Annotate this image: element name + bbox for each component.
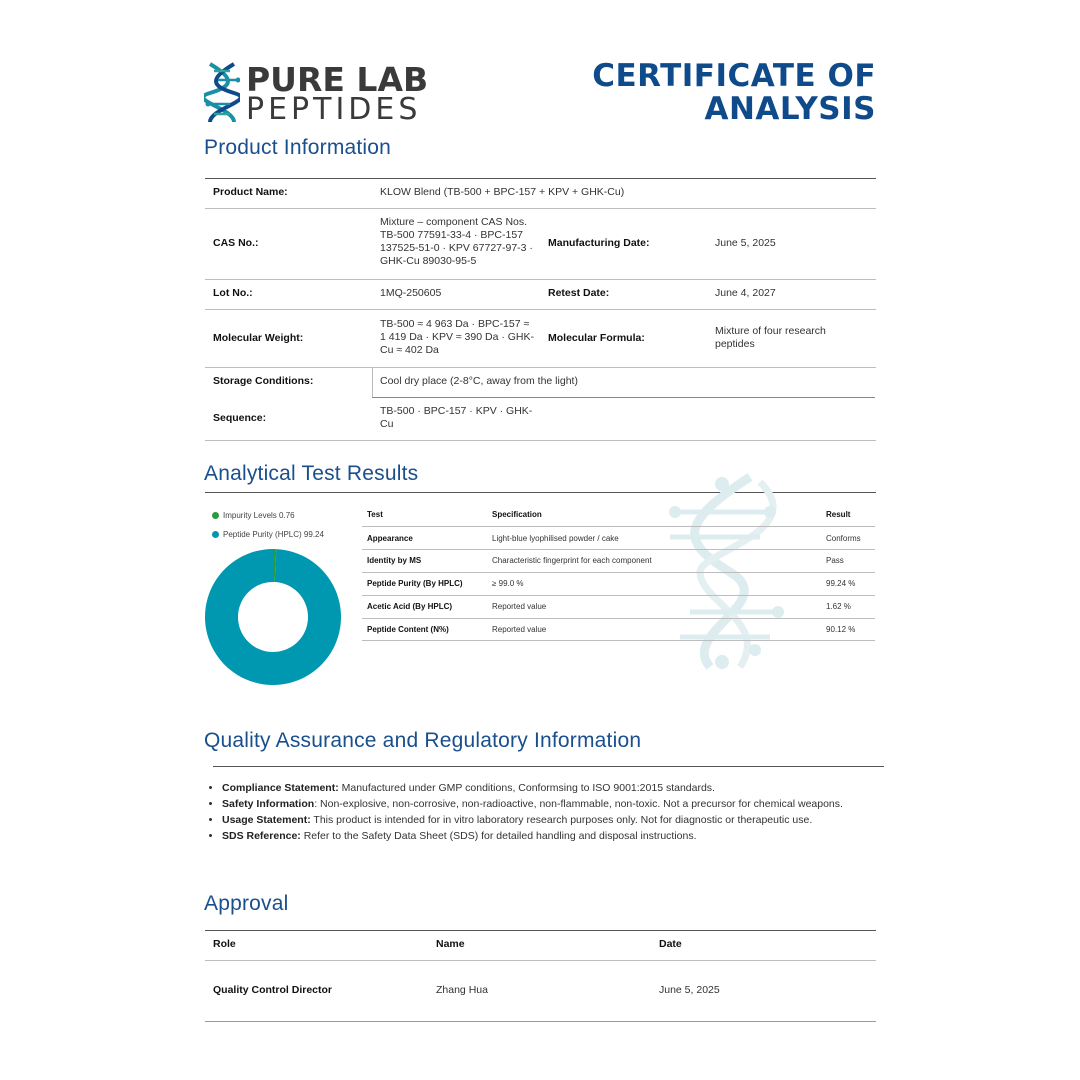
- approval-date: June 5, 2025: [659, 984, 720, 996]
- mw-line: TB-500 ≈ 4 963 Da · BPC-157 ≈: [380, 318, 530, 330]
- analytical-heading: Analytical Test Results: [204, 462, 419, 485]
- result-row-test: Identity by MS: [367, 556, 422, 565]
- title-line-2: ANALYSIS: [704, 91, 876, 127]
- result-row-spec: Reported value: [492, 602, 547, 611]
- approval-name: Zhang Hua: [436, 984, 488, 996]
- mw-line: 1 419 Da · KPV ≈ 390 Da · GHK-: [380, 331, 534, 343]
- result-row-spec: Reported value: [492, 625, 547, 634]
- sequence-line: TB-500 · BPC-157 · KPV · GHK-: [380, 405, 533, 417]
- retest-date-value: June 4, 2027: [715, 287, 776, 299]
- storage-value: Cool dry place (2-8°C, away from the light): [380, 375, 578, 387]
- row-divider: [205, 309, 876, 310]
- qa-top-rule: [213, 766, 884, 767]
- result-row-test: Acetic Acid (By HPLC): [367, 602, 453, 611]
- formula-value: [715, 325, 865, 351]
- cas-line: Mixture – component CAS Nos.: [380, 216, 528, 228]
- lot-label: Lot No.:: [213, 287, 253, 299]
- result-row-test: Appearance: [367, 534, 413, 543]
- results-header-spec: Specification: [492, 510, 542, 519]
- results-row-divider: [362, 549, 875, 550]
- mw-value: [380, 318, 545, 357]
- qa-heading: Quality Assurance and Regulatory Information: [204, 729, 642, 752]
- result-row-value: 99.24 %: [826, 579, 856, 588]
- qa-item-label: Usage Statement:: [222, 814, 311, 826]
- results-row-divider: [362, 618, 875, 619]
- sequence-line: Cu: [380, 418, 394, 430]
- approval-top-rule: [205, 930, 876, 931]
- result-row-value: 1.62 %: [826, 602, 851, 611]
- legend-swatch-purity: [212, 531, 219, 538]
- table-top-rule: [205, 178, 876, 179]
- approval-heading: Approval: [204, 892, 289, 915]
- formula-line: Mixture of four research: [715, 325, 826, 337]
- qa-item-label: Safety Information: [222, 798, 315, 810]
- approval-header-name: Name: [436, 938, 465, 950]
- qa-item-label: SDS Reference:: [222, 830, 301, 842]
- table-bottom-rule: [205, 440, 876, 441]
- brand-logo: [204, 62, 434, 128]
- document-title: [592, 60, 876, 126]
- qa-item-compliance: [222, 780, 882, 796]
- result-row-test: Peptide Content (N%): [367, 625, 449, 634]
- cas-value: [380, 216, 545, 268]
- qa-item-text: This product is intended for in vitro laboratory research purposes only. Not for diagnostic or therapeutic use.: [310, 814, 813, 826]
- result-row-spec: ≥ 99.0 %: [492, 579, 524, 588]
- legend-swatch-impurity: [212, 512, 219, 519]
- dna-logo-icon: [204, 62, 240, 124]
- approval-header-divider: [205, 960, 876, 961]
- storage-label: Storage Conditions:: [213, 375, 314, 387]
- row-divider: [205, 208, 876, 209]
- product-info-heading: Product Information: [204, 136, 392, 159]
- results-row-divider: [362, 640, 875, 641]
- product-name-label: Product Name:: [213, 186, 288, 198]
- result-row-test: Peptide Purity (By HPLC): [367, 579, 463, 588]
- results-header-test: Test: [367, 510, 383, 519]
- product-name-value: KLOW Blend (TB-500 + BPC-157 + KPV + GHK-Cu): [380, 186, 625, 198]
- donut-slice-peptide-purity-hplc: [205, 549, 341, 685]
- result-row-value: Conforms: [826, 534, 861, 543]
- qa-item-text: : Non-explosive, non-corrosive, non-radioactive, non-flammable, non-toxic. Not a precursor for chemical weapons.: [314, 798, 843, 810]
- mfg-date-label: Manufacturing Date:: [548, 237, 650, 249]
- row-divider: [205, 279, 876, 280]
- purity-donut-chart: [204, 548, 342, 686]
- result-row-value: Pass: [826, 556, 844, 565]
- retest-date-label: Retest Date:: [548, 287, 610, 299]
- brand-line-1: PURE LAB: [246, 60, 429, 99]
- legend-impurity-label: Impurity Levels 0.76: [223, 511, 295, 520]
- qa-item-safety: [222, 796, 882, 812]
- title-line-1: CERTIFICATE OF: [592, 58, 876, 94]
- cas-line: GHK-Cu 89030-95-5: [380, 255, 477, 267]
- qa-item-usage: [222, 812, 882, 828]
- result-row-value: 90.12 %: [826, 625, 856, 634]
- sequence-label: Sequence:: [213, 412, 267, 424]
- mfg-date-value: June 5, 2025: [715, 237, 776, 249]
- qa-item-sds: [222, 828, 882, 844]
- sequence-value: [380, 405, 545, 431]
- formula-line: peptides: [715, 338, 755, 350]
- qa-item-label: Compliance Statement:: [222, 782, 339, 794]
- qa-item-text: Refer to the Safety Data Sheet (SDS) for detailed handling and disposal instructions.: [300, 830, 697, 842]
- cas-label: CAS No.:: [213, 237, 259, 249]
- approval-header-date: Date: [659, 938, 682, 950]
- qa-item-text: Manufactured under GMP conditions, Conformsing to ISO 9001:2015 standards.: [338, 782, 715, 794]
- cas-line: TB-500 77591-33-4 · BPC-157: [380, 229, 523, 241]
- lot-value: 1MQ-250605: [380, 287, 442, 299]
- legend-impurity: [212, 511, 295, 520]
- row-divider: [372, 397, 875, 398]
- approval-role: Quality Control Director: [213, 984, 333, 996]
- brand-line-2: PEPTIDES: [246, 92, 422, 127]
- results-header-rule: [362, 526, 875, 527]
- qa-list: [206, 780, 882, 844]
- legend-purity: [212, 530, 324, 539]
- approval-bottom-rule: [205, 1021, 876, 1022]
- results-header-result: Result: [826, 510, 851, 519]
- results-row-divider: [362, 572, 875, 573]
- cas-line: 137525-51-0 · KPV 67727-97-3 ·: [380, 242, 533, 254]
- approval-header-role: Role: [213, 938, 236, 950]
- legend-purity-label: Peptide Purity (HPLC) 99.24: [223, 530, 324, 539]
- formula-label: Molecular Formula:: [548, 332, 645, 344]
- result-row-spec: Characteristic fingerprint for each component: [492, 556, 652, 565]
- result-row-spec: Light-blue lyophilised powder / cake: [492, 534, 619, 543]
- results-row-divider: [362, 595, 875, 596]
- mw-label: Molecular Weight:: [213, 332, 304, 344]
- storage-left-border: [372, 368, 373, 397]
- mw-line: Cu ≈ 402 Da: [380, 344, 439, 356]
